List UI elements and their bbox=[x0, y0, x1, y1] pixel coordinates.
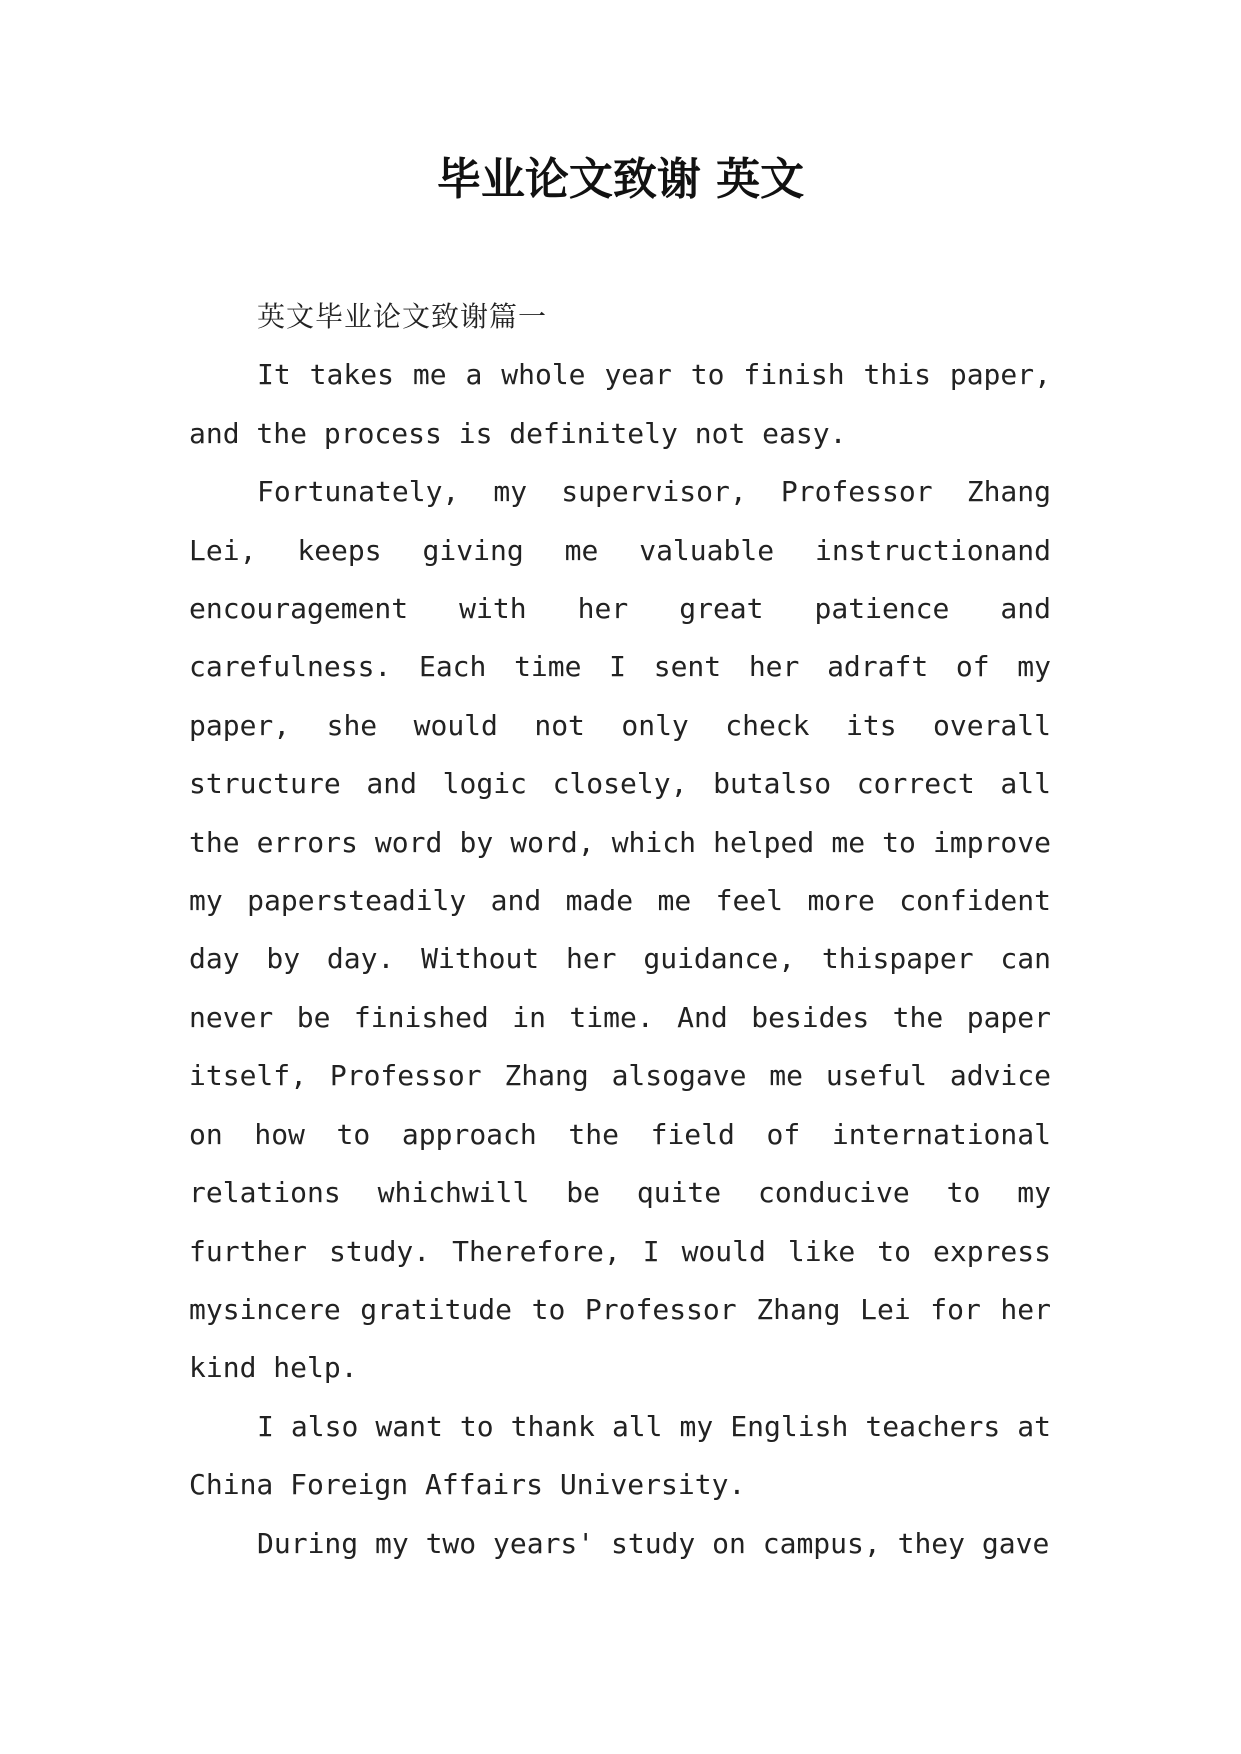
section-heading: 英文毕业论文致谢篇一 bbox=[257, 300, 548, 333]
paragraph: I also want to thank all my English teachers at China Foreign Affairs University. bbox=[189, 1409, 1051, 1502]
paragraph: It takes me a whole year to finish this paper, and the process is definitely not easy. bbox=[189, 358, 1051, 450]
document-title: 毕业论文致谢 英文 bbox=[436, 154, 805, 205]
paragraph: Fortunately, my supervisor, Professor Zhang Lei, keeps giving me valuable instructionand encouragement with her great patience and carefulness. Each time I sent her adraft of my paper, she would not only check its overall structure and logic closely, butalso correct all the errors word by word, which helped me to improve my papersteadily and made me feel more confident day by day. Without her guidance, thispaper can never be finished in time. And besides the paper itself, Professor Zhang alsogave me useful advice on how to approach the field of international relations whichwill be quite conducive to my further study. Therefore, I would like to express mysincere gratitude to Professor Zhang Lei for her kind help. bbox=[189, 475, 1051, 1385]
document-body bbox=[189, 288, 1051, 1573]
paragraph: During my two years' study on campus, they gave bbox=[257, 1526, 1050, 1560]
